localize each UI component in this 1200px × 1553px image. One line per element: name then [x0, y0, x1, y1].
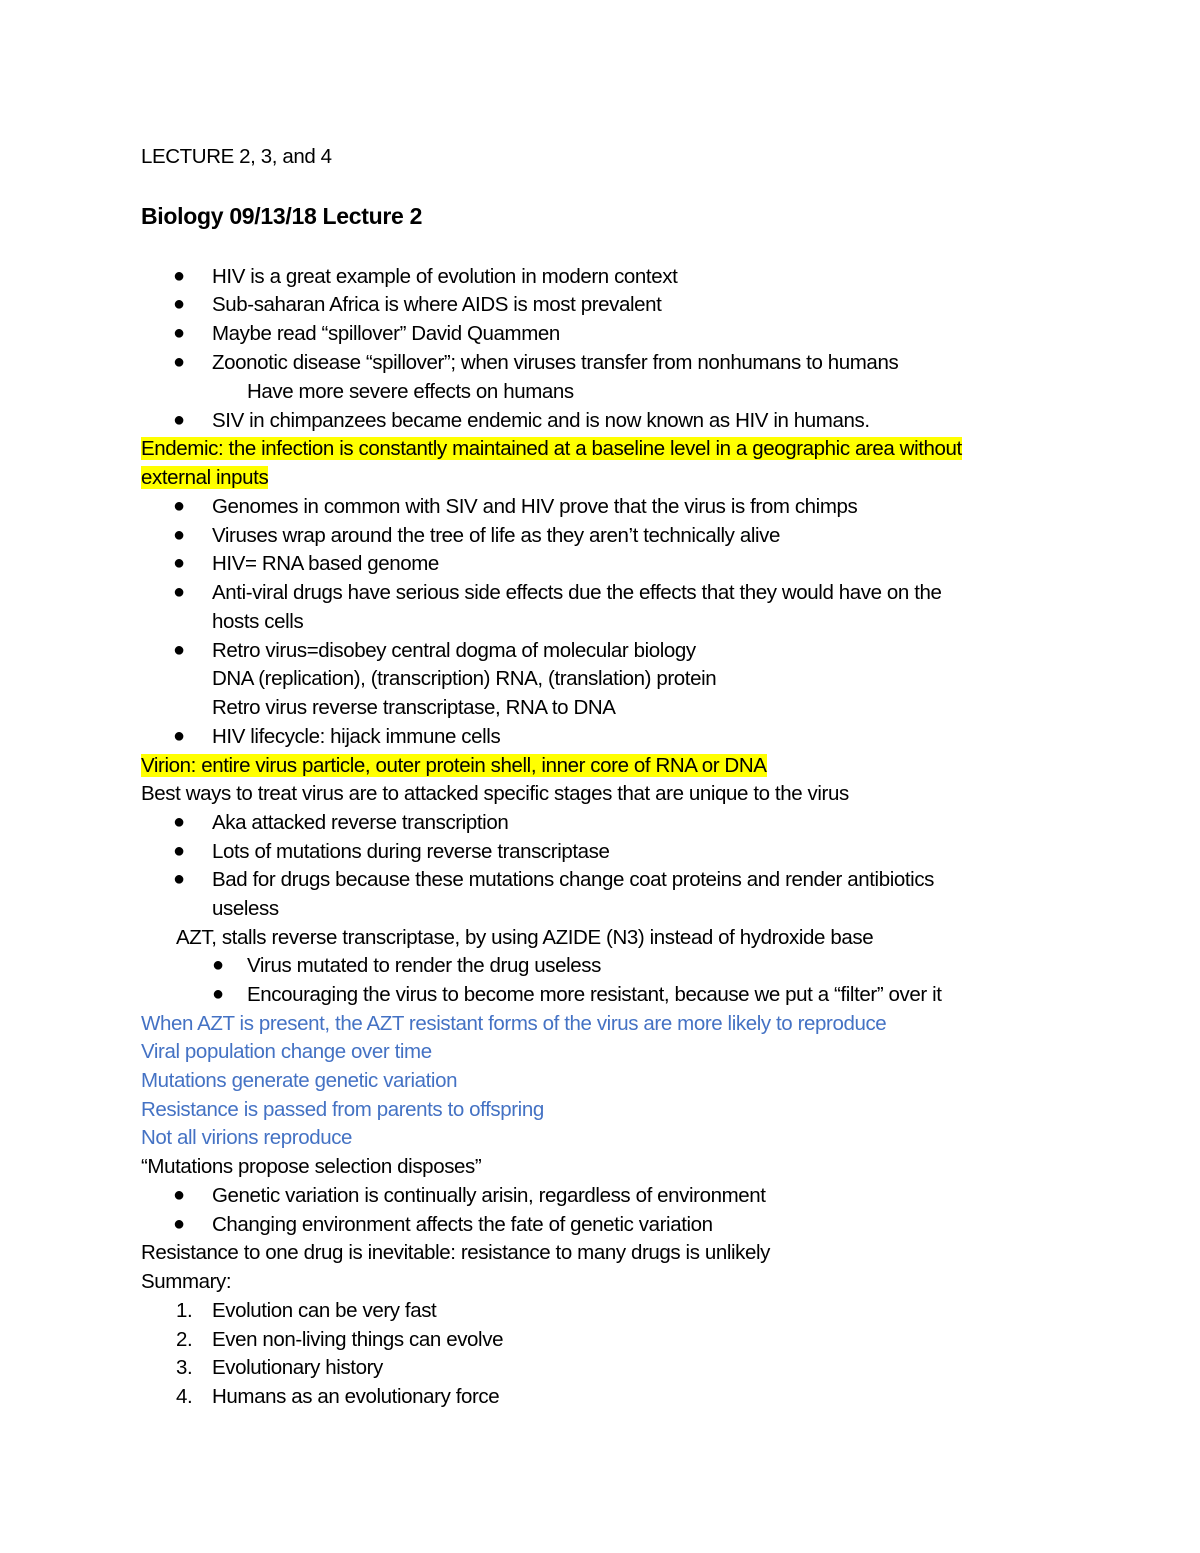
bullet-item: Sub-saharan Africa is where AIDS is most prevalent: [212, 293, 662, 316]
summary-label: Summary:: [141, 1270, 232, 1293]
quote-line: “Mutations propose selection disposes”: [141, 1155, 482, 1178]
bullet-item: Changing environment affects the fate of genetic variation: [212, 1213, 713, 1236]
blue-note: Mutations generate genetic variation: [141, 1069, 458, 1092]
bullet-item: Zoonotic disease “spillover”; when viruses transfer from nonhumans to humans: [212, 351, 899, 374]
bullet-marker: ●: [173, 811, 185, 833]
paragraph-line: AZT, stalls reverse transcriptase, by using AZIDE (N3) instead of hydroxide base: [176, 926, 874, 949]
bullet-marker: ●: [173, 524, 185, 546]
bullet-item: HIV is a great example of evolution in modern context: [212, 265, 678, 288]
bullet-item: SIV in chimpanzees became endemic and is now known as HIV in humans.: [212, 409, 870, 432]
summary-item: Even non-living things can evolve: [212, 1328, 504, 1351]
blue-note: Viral population change over time: [141, 1040, 432, 1063]
bullet-item: HIV= RNA based genome: [212, 552, 439, 575]
bullet-item: Aka attacked reverse transcription: [212, 811, 509, 834]
blue-note: Resistance is passed from parents to offspring: [141, 1098, 544, 1121]
bullet-marker: ●: [173, 725, 185, 747]
highlighted-text: Virion: entire virus particle, outer protein shell, inner core of RNA or DNA: [141, 754, 767, 777]
bullet-continuation: DNA (replication), (transcription) RNA, (translation) protein: [212, 667, 717, 690]
bullet-continuation: Retro virus reverse transcriptase, RNA to DNA: [212, 696, 616, 719]
bullet-marker: ●: [173, 495, 185, 517]
summary-number: 3.: [176, 1356, 193, 1379]
bullet-marker: ●: [212, 983, 224, 1005]
bullet-marker: ●: [212, 954, 224, 976]
sub-bullet-item: Virus mutated to render the drug useless: [247, 954, 601, 977]
bullet-marker: ●: [173, 639, 185, 661]
bullet-marker: ●: [173, 409, 185, 431]
summary-item: Evolution can be very fast: [212, 1299, 437, 1322]
summary-item: Evolutionary history: [212, 1356, 383, 1379]
bullet-item: Anti-viral drugs have serious side effects due the effects that they would have on the: [212, 581, 942, 604]
lecture-title: LECTURE 2, 3, and 4: [141, 145, 332, 168]
summary-number: 2.: [176, 1328, 193, 1351]
highlighted-text: Endemic: the infection is constantly maintained at a baseline level in a geographic area without: [141, 437, 962, 460]
blue-note: When AZT is present, the AZT resistant forms of the virus are more likely to reproduce: [141, 1012, 887, 1035]
bullet-marker: ●: [173, 351, 185, 373]
bullet-continuation: hosts cells: [212, 610, 304, 633]
bullet-marker: ●: [173, 581, 185, 603]
bullet-item: Maybe read “spillover” David Quammen: [212, 322, 560, 345]
sub-bullet-item: Encouraging the virus to become more resistant, because we put a “filter” over it: [247, 983, 942, 1006]
definition-virion: [141, 751, 767, 780]
bullet-marker: ●: [173, 840, 185, 862]
bullet-item: Viruses wrap around the tree of life as they aren’t technically alive: [212, 524, 780, 547]
bullet-item: Lots of mutations during reverse transcriptase: [212, 840, 610, 863]
bullet-item: Genetic variation is continually arisin, regardless of environment: [212, 1184, 766, 1207]
bullet-item: Genomes in common with SIV and HIV prove that the virus is from chimps: [212, 495, 858, 518]
definition-endemic-line1: [141, 434, 962, 463]
summary-item: Humans as an evolutionary force: [212, 1385, 500, 1408]
bullet-item: Bad for drugs because these mutations change coat proteins and render antibiotics: [212, 868, 935, 891]
indented-note: Have more severe effects on humans: [247, 380, 574, 403]
highlighted-text: external inputs: [141, 466, 269, 489]
paragraph-line: Best ways to treat virus are to attacked specific stages that are unique to the virus: [141, 782, 849, 805]
summary-number: 1.: [176, 1299, 193, 1322]
bullet-item: HIV lifecycle: hijack immune cells: [212, 725, 501, 748]
bullet-marker: ●: [173, 868, 185, 890]
blue-note: Not all virions reproduce: [141, 1126, 353, 1149]
paragraph-line: Resistance to one drug is inevitable: resistance to many drugs is unlikely: [141, 1241, 771, 1264]
definition-endemic-line2: [141, 463, 268, 492]
summary-number: 4.: [176, 1385, 193, 1408]
bullet-marker: ●: [173, 552, 185, 574]
bullet-marker: ●: [173, 293, 185, 315]
bullet-marker: ●: [173, 1213, 185, 1235]
bullet-marker: ●: [173, 1184, 185, 1206]
bullet-marker: ●: [173, 322, 185, 344]
bullet-marker: ●: [173, 265, 185, 287]
lecture-heading: Biology 09/13/18 Lecture 2: [141, 203, 423, 229]
bullet-item: Retro virus=disobey central dogma of molecular biology: [212, 639, 696, 662]
bullet-continuation: useless: [212, 897, 279, 920]
